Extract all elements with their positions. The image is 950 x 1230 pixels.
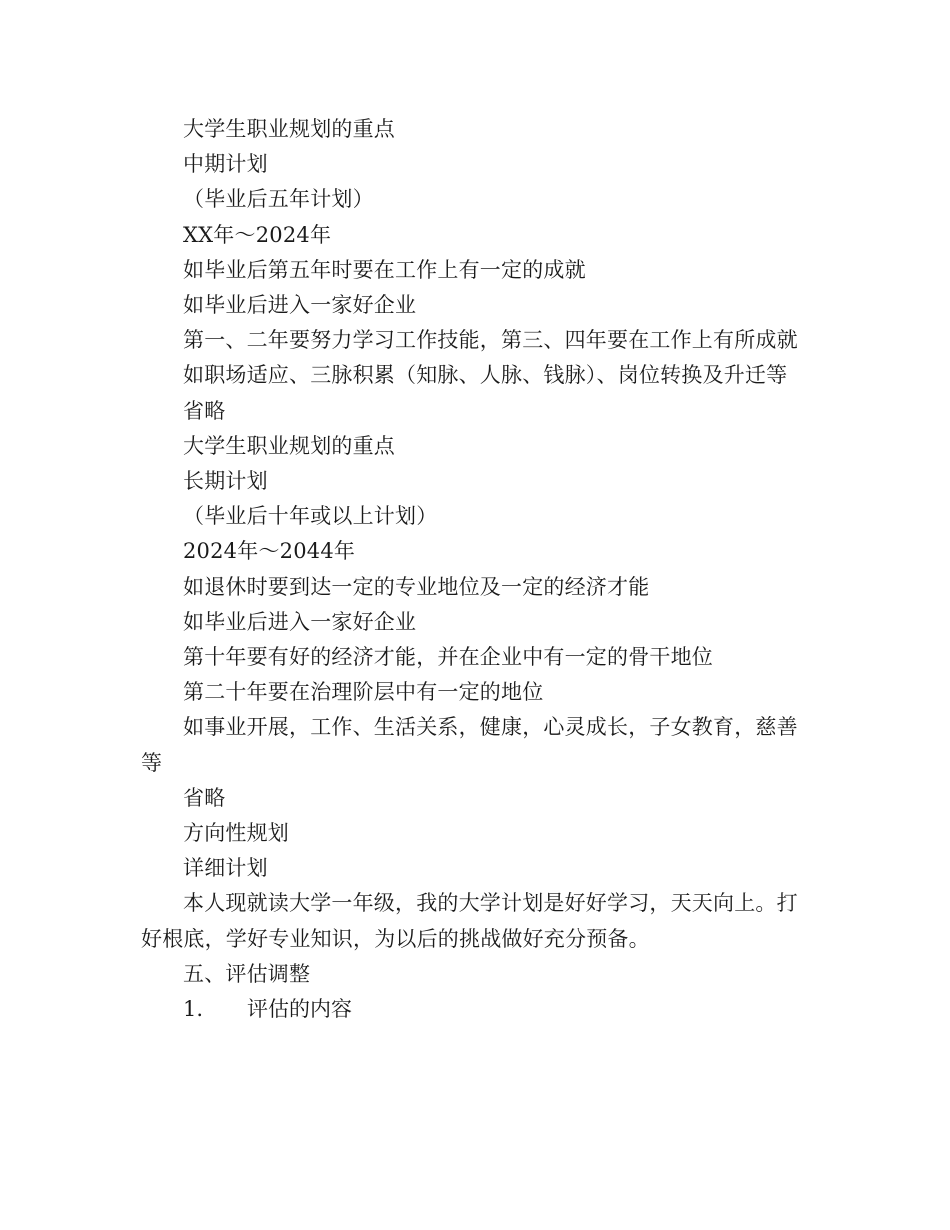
paragraph: （毕业后五年计划）: [183, 187, 374, 212]
item-number: 1.: [183, 997, 204, 1022]
paragraph: 本人现就读大学一年级，我的大学计划是好好学习，天天向上。打好根底，学好专业知识，为以后的挑战做好充分预备。: [141, 891, 798, 951]
paragraph: 方向性规划: [183, 821, 289, 846]
paragraph: 第一、二年要努力学习工作技能，第三、四年要在工作上有所成就: [183, 328, 798, 353]
paragraph: 第十年要有好的经济才能，并在企业中有一定的骨干地位: [183, 645, 713, 670]
section-heading: 五、评估调整: [183, 961, 311, 986]
paragraph: 如毕业后进入一家好企业: [183, 293, 417, 318]
paragraph: 如毕业后第五年时要在工作上有一定的成就: [183, 257, 586, 282]
paragraph: 详细计划: [183, 856, 268, 881]
paragraph: 中期计划: [183, 152, 268, 177]
paragraph: 如职场适应、三脉积累（知脉、人脉、钱脉）、岗位转换及升迁等: [183, 363, 788, 388]
paragraph: 如事业开展，工作、生活关系，健康，心灵成长，子女教育，慈善等: [141, 715, 798, 775]
paragraph: 第二十年要在治理阶层中有一定的地位: [183, 680, 544, 705]
paragraph: 大学生职业规划的重点: [183, 117, 395, 141]
paragraph: XX年～2024年: [183, 222, 332, 247]
document-body: [141, 112, 813, 1027]
paragraph: 如毕业后进入一家好企业: [183, 609, 417, 634]
paragraph: 2024年～2044年: [183, 539, 356, 564]
paragraph: 省略: [183, 785, 226, 810]
paragraph: 长期计划: [183, 469, 268, 494]
paragraph: 如退休时要到达一定的专业地位及一定的经济才能: [183, 574, 650, 599]
numbered-item: [141, 992, 813, 1027]
paragraph: 大学生职业规划的重点: [183, 433, 395, 458]
item-text: 评估的内容: [247, 997, 352, 1022]
paragraph: （毕业后十年或以上计划）: [183, 504, 438, 529]
paragraph: 省略: [183, 398, 226, 423]
